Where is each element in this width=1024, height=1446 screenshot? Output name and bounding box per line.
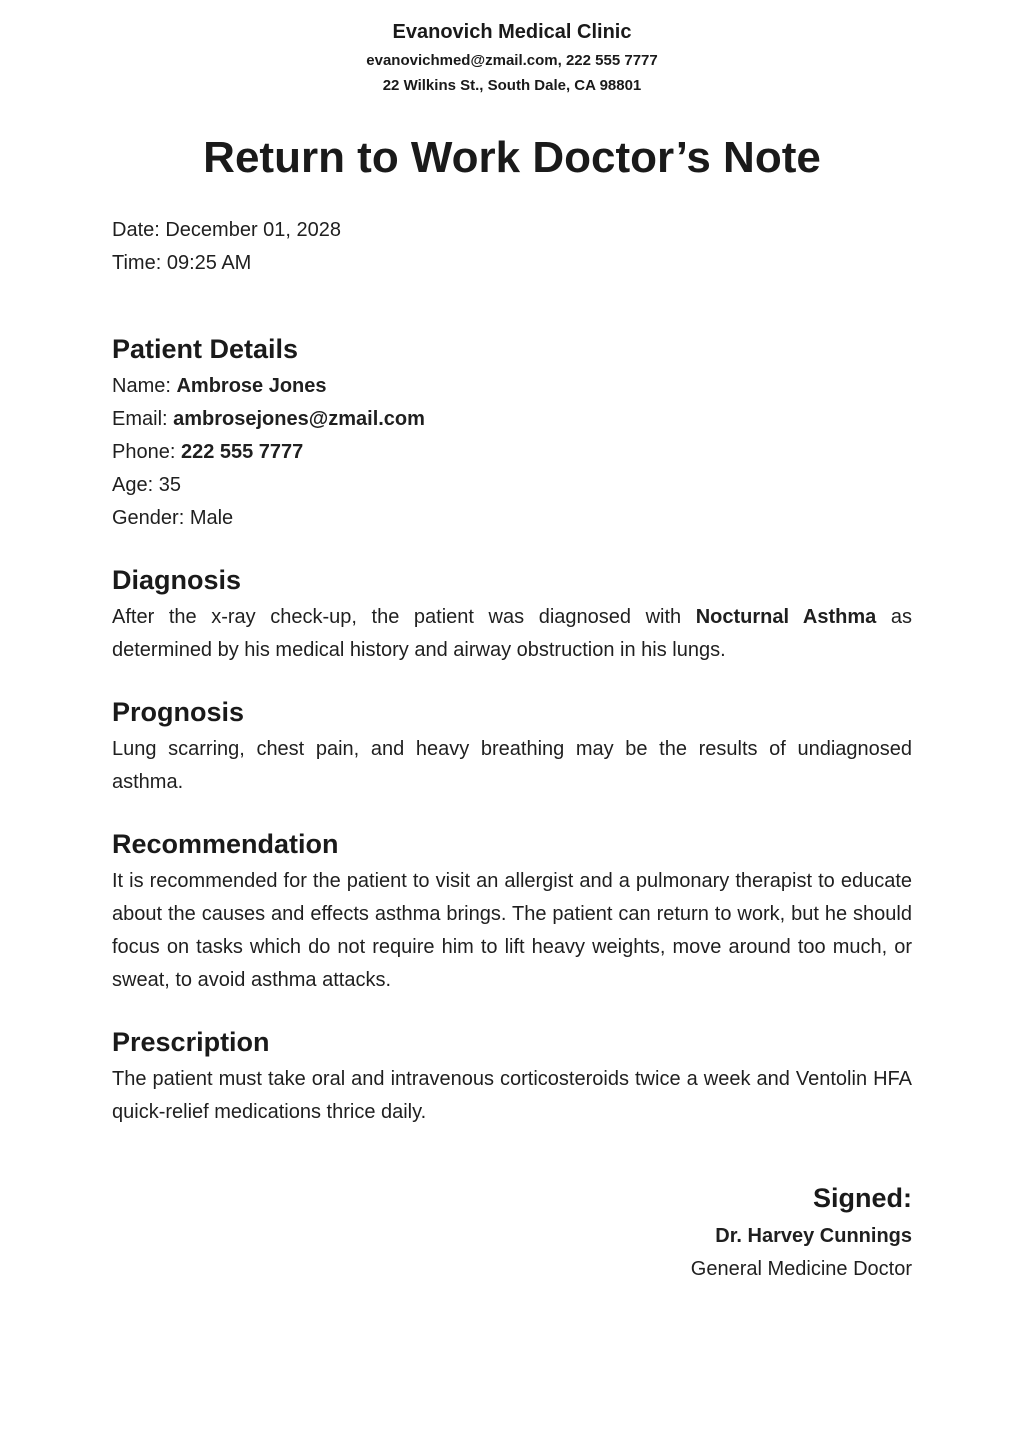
prognosis-text: Lung scarring, chest pain, and heavy breathing may be the results of undiagnosed asthma. [112, 738, 912, 793]
signature-block [691, 1180, 912, 1286]
patient-gender-label: Gender: [112, 507, 190, 529]
doctor-role: General Medicine Doctor [690, 1258, 912, 1280]
date-label: Date: [112, 219, 166, 241]
recommendation-text: It is recommended for the patient to visit an allergist and a pulmonary therapist to educate about the causes and effects asthma brings. The patient can return to work, but he should focus on tasks which do not require him to lift heavy weights, move around too much, or sweat, to avoid asthma attacks. [112, 870, 912, 991]
date-line [112, 214, 341, 247]
patient-name-value: Ambrose Jones [176, 375, 327, 397]
patient-details-heading: Patient Details [112, 334, 299, 364]
clinic-name: Evanovich Medical Clinic [392, 21, 632, 43]
patient-email-line [112, 403, 912, 436]
prognosis-heading: Prognosis [112, 697, 245, 727]
prescription-heading: Prescription [112, 1027, 270, 1057]
document-title: Return to Work Doctor’s Note [203, 133, 821, 182]
prescription-text: The patient must take oral and intravenous corticosteroids twice a week and Ventolin HFA quick-relief medications thrice daily. [112, 1068, 912, 1123]
prognosis-section [112, 695, 912, 799]
patient-email-value: ambrosejones@zmail.com [173, 408, 425, 430]
time-line [112, 247, 341, 280]
patient-gender-line [112, 502, 912, 535]
clinic-header [0, 0, 1024, 184]
signed-label: Signed: [813, 1183, 912, 1213]
patient-phone-line [112, 436, 912, 469]
prescription-section [112, 1025, 912, 1129]
patient-phone-label: Phone: [112, 441, 181, 463]
patient-age-line [112, 469, 912, 502]
diagnosis-text-after: as determined by his medical history and airway obstruction in his lungs. [112, 606, 912, 661]
patient-phone-value: 222 555 7777 [180, 441, 304, 463]
clinic-contact: evanovichmed@zmail.com, 222 555 7777 [366, 52, 658, 69]
patient-age-label: Age: [112, 474, 159, 496]
patient-gender-value: Male [189, 507, 234, 529]
note-meta [112, 214, 341, 280]
recommendation-section [112, 827, 912, 997]
diagnosis-condition: Nocturnal Asthma [695, 606, 877, 628]
patient-details-section [112, 332, 912, 535]
patient-name-label: Name: [112, 375, 177, 397]
time-value: 09:25 AM [166, 252, 252, 274]
time-label: Time: [112, 252, 167, 274]
doctor-name: Dr. Harvey Cunnings [715, 1225, 912, 1247]
patient-email-label: Email: [112, 408, 174, 430]
recommendation-heading: Recommendation [112, 829, 339, 859]
diagnosis-heading: Diagnosis [112, 565, 242, 595]
diagnosis-text-before: After the x-ray check-up, the patient was diagnosed with [112, 606, 696, 628]
date-value: December 01, 2028 [165, 219, 342, 241]
patient-name-line [112, 370, 912, 403]
diagnosis-text [112, 601, 912, 667]
patient-age-value: 35 [158, 474, 181, 496]
diagnosis-section [112, 563, 912, 667]
clinic-address: 22 Wilkins St., South Dale, CA 98801 [382, 77, 642, 94]
